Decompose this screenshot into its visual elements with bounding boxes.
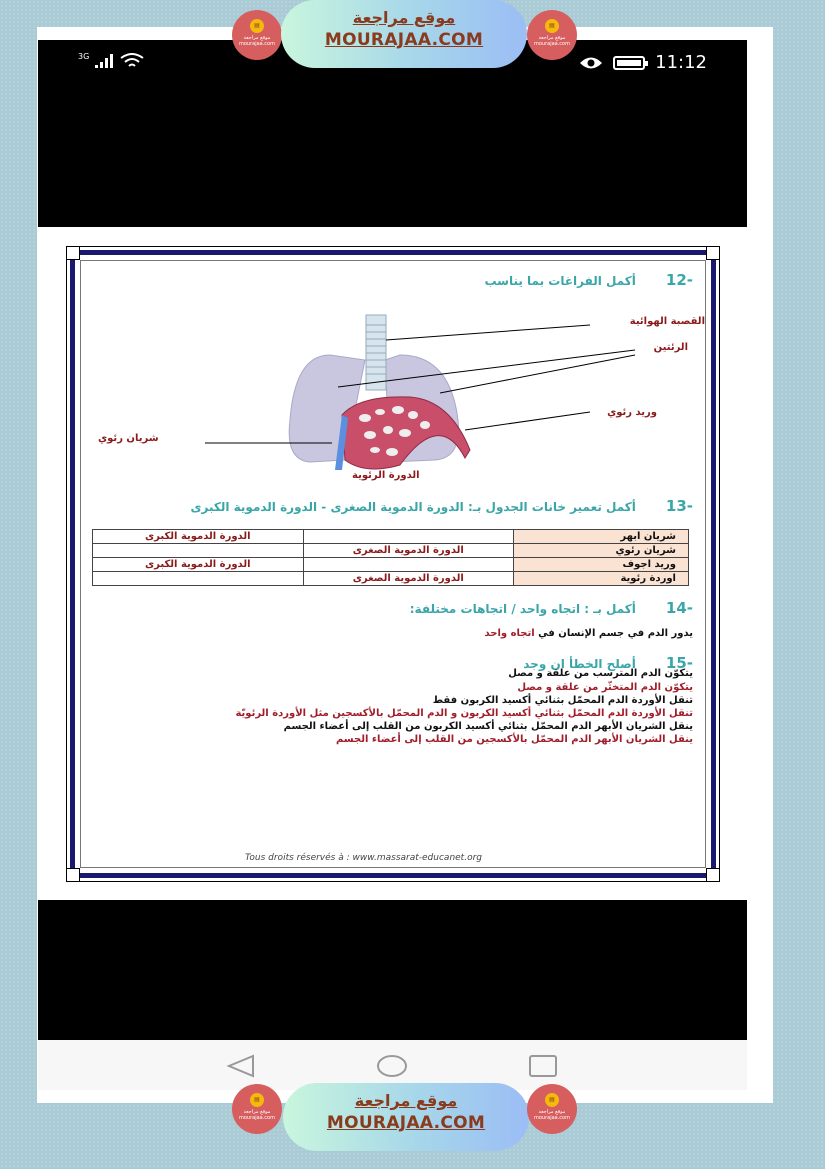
table-cell-small: الدورة الدموية الصغرى <box>303 572 514 586</box>
signal-icon <box>95 54 113 68</box>
book-icon: ▤ <box>545 1093 559 1107</box>
label-lungs: الرئتين <box>653 342 688 353</box>
wifi-icon <box>119 53 145 69</box>
watermark-logo: ▤ موقع مراجعة mourajaa.com <box>232 10 282 60</box>
q15-title: -15أصلح الخطأ ان وجد <box>523 654 693 672</box>
q15-line: تنقل الأوردة الدم المحمّل بثنائي أكسيد الكربون فقط <box>432 695 693 706</box>
table-row <box>93 572 689 586</box>
table-cell-small <box>303 558 514 572</box>
watermark-badge-bottom[interactable]: موقع مراجعة MOURAJAA.COM <box>283 1083 529 1151</box>
watermark-logo: ▤ موقع مراجعة mourajaa.com <box>527 1084 577 1134</box>
network-type: 3G <box>78 51 90 61</box>
battery-icon <box>613 56 645 70</box>
table-row <box>93 558 689 572</box>
label-pulmonary-vein: وريد رئوي <box>607 407 657 418</box>
home-icon[interactable] <box>376 1054 408 1078</box>
corner-ornament <box>706 246 720 260</box>
q15-line: يتكوّن الدم المترسب من علقة و مصل <box>508 668 693 679</box>
recents-icon[interactable] <box>528 1054 558 1078</box>
q15-line: ينقل الشريان الأبهر الدم المحمّل بثنائي أكسيد الكربون من القلب إلى أعضاء الجسم <box>283 721 693 732</box>
table-cell-vessel: شريان ابهر <box>514 530 689 544</box>
table-cell-vessel: شريان رئوي <box>514 544 689 558</box>
diagram-caption: الدورة الرئوية <box>352 470 420 481</box>
q15-line: تنقل الأوردة الدم المحمّل بثنائي أكسيد الكربون و الدم المحمّل بالأكسجين مثل الأوردة الرئويّة <box>235 708 693 719</box>
table-row <box>93 530 689 544</box>
q12-title: -12أكمل الفراغات بما يناسب <box>484 271 693 289</box>
q15-line: يتكوّن الدم المتخثّر من علقة و مصل <box>517 682 693 693</box>
watermark-badge-top[interactable]: موقع مراجعة MOURAJAA.COM <box>281 0 527 68</box>
table-cell-large: الدورة الدموية الكبرى <box>93 530 304 544</box>
eye-icon <box>579 56 603 70</box>
status-left <box>78 53 145 69</box>
q13-title: -13أكمل تعمير خانات الجدول بـ: الدورة الدموية الصغرى - الدورة الدموية الكبرى <box>190 497 693 515</box>
q14-answer: اتجاه واحد <box>484 628 535 639</box>
phone-status-bar <box>38 40 747 227</box>
circulation-table <box>92 529 689 586</box>
book-icon: ▤ <box>545 19 559 33</box>
q15-line: ينقل الشريان الأبهر الدم المحمّل بالأكسجين من القلب إلى أعضاء الجسم <box>335 734 693 745</box>
label-pulmonary-artery: شريان رئوي <box>98 433 159 444</box>
clock: 11:12 <box>655 52 707 73</box>
corner-ornament <box>706 868 720 882</box>
watermark-logo: ▤ موقع مراجعة mourajaa.com <box>232 1084 282 1134</box>
table-cell-small: الدورة الدموية الصغرى <box>303 544 514 558</box>
back-icon[interactable] <box>226 1054 256 1078</box>
table-cell-vessel: وريد اجوف <box>514 558 689 572</box>
q14-title: -14أكمل بـ : اتجاه واحد / اتجاهات مختلفة: <box>409 599 693 617</box>
label-trachea: القصبة الهوائية <box>629 316 705 327</box>
table-cell-small <box>303 530 514 544</box>
book-icon: ▤ <box>250 1093 264 1107</box>
watermark-logo: ▤ موقع مراجعة mourajaa.com <box>527 10 577 60</box>
status-right <box>579 52 707 73</box>
table-cell-vessel: اوردة رئوية <box>514 572 689 586</box>
lung-diagram <box>80 300 700 490</box>
corner-ornament <box>66 246 80 260</box>
phone-black-area <box>38 900 747 1040</box>
book-icon: ▤ <box>250 19 264 33</box>
table-cell-large: الدورة الدموية الكبرى <box>93 558 304 572</box>
table-cell-large <box>93 572 304 586</box>
corner-ornament <box>66 868 80 882</box>
copyright-note: Tous droits réservés à : www.massarat-educanet.org <box>245 853 482 863</box>
table-cell-large <box>93 544 304 558</box>
q14-sentence: يدور الدم في جسم الإنسان في اتجاه واحد <box>484 628 693 639</box>
table-row <box>93 544 689 558</box>
